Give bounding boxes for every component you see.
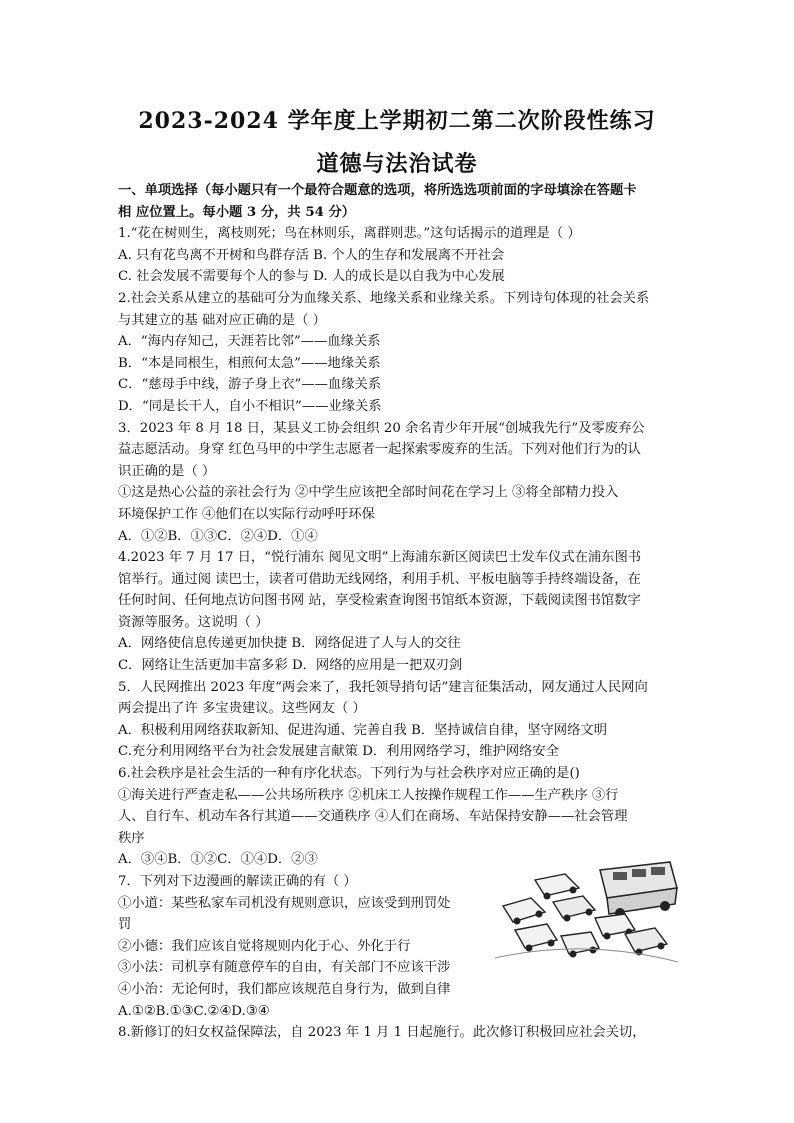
- question-line: 任何时间、任何地点访问图书网 站，享受检索查询图书馆纸本资源，下载阅读图书馆数字: [118, 593, 641, 609]
- question-line: 罚: [118, 917, 132, 933]
- question-line: 4.2023 年 7 月 17 日，“悦行浦东 阅见文明”上海浦东新区阅读巴士发车仪式在浦东图书: [118, 550, 642, 566]
- question-line: 馆举行。通过阅 读巴士，读者可借助无线网络，利用手机、平板电脑等手持终端设备，在: [118, 571, 641, 587]
- question-line: A．积极利用网络获取新知、促进沟通、完善自我 B．坚持诚信自律，坚守网络文明: [118, 722, 607, 738]
- question-line: 两会提出了许 多宝贵建议。这些网友（ ）: [118, 701, 366, 717]
- question-line: ④小治：无论何时，我们都应该规范自身行为，做到自律: [118, 981, 451, 997]
- question-line: 环境保护工作 ④他们在以实际行动呼吁环保: [118, 506, 375, 522]
- question-8: [118, 1022, 680, 1044]
- question-line: D．“同是长干人，自小不相识”——业缘关系: [118, 398, 382, 414]
- question-4: [118, 547, 680, 677]
- question-line: A．①②B．①③C．②④D．①④: [118, 528, 318, 544]
- question-line: 秩序: [118, 830, 145, 846]
- question-line: ③小法：司机享有随意停车的自由，有关部门不应该干涉: [118, 960, 451, 976]
- question-line: A. 只有花鸟离不开树和鸟群存活 B. 个人的生存和发展离不开社会: [118, 247, 505, 263]
- section-heading: 一、单项选择（每小题只有一个最符合题意的选项，将所选选项前面的字母填涂在答题卡: [118, 183, 637, 198]
- bus-icon: [600, 862, 677, 918]
- question-line: 益志愿活动。身穿 红色马甲的中学生志愿者一起探索零废弃的生活。下列对他们行为的认: [118, 442, 641, 458]
- question-line: 1.“花在树则生，离枝则死；鸟在林则乐，离群则悲。”这句话揭示的道理是（ ）: [118, 226, 581, 242]
- question-line: 6.社会秩序是社会生活的一种有序化状态。下列行为与社会秩序对应正确的是(): [118, 766, 580, 782]
- question-line: A．网络使信息传递更加快捷 B．网络促进了人与人的交往: [118, 636, 461, 652]
- question-3: [118, 418, 680, 548]
- question-line: ①这是热心公益的亲社会行为 ②中学生应该把全部时间花在学习上 ③将全部精力投入: [118, 485, 619, 501]
- question-line: C. 社会发展不需要每个人的参与 D. 人的成长是以自我为中心发展: [118, 269, 505, 285]
- question-line: A．③④B．①②C．①④D．②③: [118, 852, 318, 868]
- question-line: 识正确的是（ ）: [118, 463, 216, 479]
- question-line: C．网络让生活更加丰富多彩 D．网络的应用是一把双刃剑: [118, 658, 463, 674]
- question-line: ②小德：我们应该自觉将规则内化于心、外化于行: [118, 938, 411, 954]
- section-heading-cont: 相 应位置上。每小题 3 分，共 54 分）: [118, 204, 356, 220]
- question-line: B．“本是同根生，相煎何太急”——地缘关系: [118, 355, 381, 371]
- traffic-cartoon-illustration: [495, 858, 678, 965]
- question-line: 7．下列对下边漫画的解读正确的有（ ）: [118, 874, 357, 889]
- question-line: ①海关进行严查走私——公共场所秩序 ②机床工人按操作规程工作——生产秩序 ③行: [118, 787, 619, 803]
- question-5: [118, 677, 680, 763]
- question-line: 5．人民网推出 2023 年度“两会来了，我托领导捎句话”建言征集活动，网友通过人民网向: [118, 679, 648, 695]
- question-2: [118, 288, 680, 418]
- question-line: 资源等服务。这说明（ ）: [118, 614, 269, 630]
- question-line: 与其建立的基 础对应正确的是（ ）: [118, 312, 326, 328]
- question-6: [118, 763, 680, 871]
- question-line: A.①②B.①③C.②④D.③④: [118, 1003, 270, 1019]
- question-1: [118, 223, 680, 288]
- question-line: 3．2023 年 8 月 18 日，某县义工协会组织 20 余名青少年开展“创城我先行”及零废弃公: [118, 420, 645, 436]
- question-line: 2.社会关系从建立的基础可分为血缘关系、地缘关系和业缘关系。下列诗句体现的社会关系: [118, 290, 650, 306]
- question-line: C．“慈母手中线，游子身上衣”——血缘关系: [118, 377, 382, 393]
- question-line: C.充分利用网络平台为社会发展建言献策 D．利用网络学习，维护网络安全: [118, 744, 560, 760]
- question-line: A．“海内存知己，天涯若比邻”——血缘关系: [118, 334, 381, 350]
- exam-subtitle: 道德与法治试卷: [316, 151, 478, 177]
- question-line: ①小道：某些私家车司机没有规则意识，应该受到刑罚处: [118, 895, 451, 911]
- question-line: 人、自行车、机动车各行其道——交通秩序 ④人们在商场、车站保持安静——社会管理: [118, 809, 628, 825]
- exam-title: 2023-2024 学年度上学期初二第二次阶段性练习: [138, 108, 656, 134]
- question-line: 8.新修订的妇女权益保障法，自 2023 年 1 月 1 日起施行。此次修订积极回应社会关切，: [118, 1025, 646, 1041]
